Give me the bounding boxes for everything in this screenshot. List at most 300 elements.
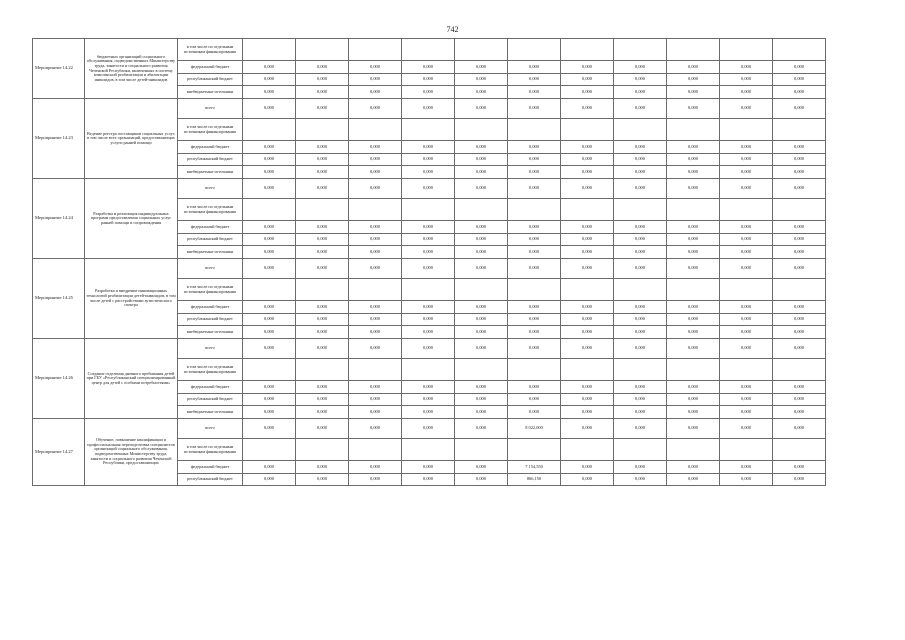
value-cell: 0,000 [561, 326, 614, 339]
value-cell: 0,000 [720, 154, 773, 166]
value-cell: 0,000 [508, 221, 561, 234]
value-cell [614, 279, 667, 301]
value-cell: 0,000 [243, 166, 296, 179]
value-cell: 0,000 [614, 301, 667, 314]
value-cell: 0,000 [773, 154, 826, 166]
funding-source-label: внебюджетные источники [178, 406, 243, 419]
value-cell: 0,000 [667, 394, 720, 406]
value-cell: 0,000 [561, 99, 614, 119]
value-cell: 0,000 [402, 74, 455, 86]
funding-source-label: всего [178, 99, 243, 119]
funding-source-label: внебюджетные источники [178, 86, 243, 99]
value-cell: 0,000 [720, 259, 773, 279]
value-cell: 0,000 [402, 99, 455, 119]
value-cell: 0,000 [667, 326, 720, 339]
value-cell: 0,000 [455, 234, 508, 246]
value-cell: 0,000 [349, 406, 402, 419]
value-cell: 0,000 [243, 474, 296, 486]
value-cell [296, 39, 349, 61]
value-cell: 0,000 [561, 406, 614, 419]
value-cell: 0,000 [614, 86, 667, 99]
value-cell [349, 439, 402, 461]
value-cell: 0,000 [667, 166, 720, 179]
value-cell: 0,000 [773, 74, 826, 86]
table-row [33, 339, 826, 359]
value-cell [455, 119, 508, 141]
value-cell: 0,000 [614, 154, 667, 166]
value-cell: 0,000 [614, 141, 667, 154]
value-cell: 0,000 [455, 99, 508, 119]
value-cell [773, 39, 826, 61]
value-cell: 0,000 [773, 259, 826, 279]
value-cell: 0,000 [667, 301, 720, 314]
value-cell [349, 39, 402, 61]
value-cell [402, 439, 455, 461]
value-cell: 0,000 [243, 234, 296, 246]
table-row [33, 259, 826, 279]
value-cell: 0,000 [508, 381, 561, 394]
value-cell [508, 439, 561, 461]
value-cell: 0,000 [508, 326, 561, 339]
value-cell: 0,000 [349, 234, 402, 246]
value-cell: 0,000 [773, 326, 826, 339]
value-cell: 0,000 [243, 419, 296, 439]
value-cell: 0,000 [720, 99, 773, 119]
value-cell: 0,000 [455, 221, 508, 234]
table-row [33, 99, 826, 119]
value-cell: 0,000 [296, 474, 349, 486]
value-cell: 0,000 [720, 74, 773, 86]
value-cell: 0,000 [667, 474, 720, 486]
funding-source-label: федеральный бюджет [178, 301, 243, 314]
value-cell: 0,000 [667, 234, 720, 246]
value-cell: 0,000 [561, 86, 614, 99]
value-cell: 0,000 [508, 61, 561, 74]
value-cell: 0,000 [561, 154, 614, 166]
value-cell [720, 39, 773, 61]
value-cell: 0,000 [349, 179, 402, 199]
value-cell: 0,000 [296, 381, 349, 394]
value-cell [614, 359, 667, 381]
measure-description: Разработка и внедрение инновационных технологий реабилитации детей-инвалидов, в том числе детей с расстройствами аутистического спектра [85, 259, 178, 339]
value-cell [614, 439, 667, 461]
value-cell: 0,000 [349, 259, 402, 279]
value-cell: 0,000 [455, 301, 508, 314]
value-cell [296, 439, 349, 461]
funding-source-label: внебюджетные источники [178, 166, 243, 179]
value-cell [243, 199, 296, 221]
value-cell [402, 119, 455, 141]
value-cell: 0,000 [296, 86, 349, 99]
value-cell [773, 359, 826, 381]
value-cell [614, 119, 667, 141]
value-cell: 0,000 [614, 61, 667, 74]
funding-source-label: федеральный бюджет [178, 381, 243, 394]
value-cell [508, 39, 561, 61]
value-cell [773, 439, 826, 461]
value-cell: 0,000 [614, 179, 667, 199]
value-cell: 0,000 [561, 234, 614, 246]
value-cell: 0,000 [508, 74, 561, 86]
value-cell: 0,000 [402, 314, 455, 326]
value-cell: 0,000 [455, 394, 508, 406]
funding-source-label: внебюджетные источники [178, 326, 243, 339]
value-cell: 0,000 [243, 154, 296, 166]
value-cell: 0,000 [773, 314, 826, 326]
value-cell: 0,000 [720, 419, 773, 439]
value-cell: 0,000 [455, 74, 508, 86]
funding-source-label: внебюджетные источники [178, 246, 243, 259]
value-cell: 0,000 [243, 99, 296, 119]
value-cell: 0,000 [349, 166, 402, 179]
value-cell: 0,000 [508, 259, 561, 279]
value-cell [349, 359, 402, 381]
funding-source-label: в том числе по отдельным источникам финансирования [178, 39, 243, 61]
value-cell: 0,000 [455, 461, 508, 474]
table-row [33, 39, 826, 61]
value-cell: 0,000 [720, 474, 773, 486]
value-cell: 0,000 [508, 314, 561, 326]
table-row [33, 179, 826, 199]
value-cell [243, 119, 296, 141]
value-cell: 0,000 [455, 406, 508, 419]
value-cell [773, 199, 826, 221]
value-cell [667, 359, 720, 381]
value-cell: 0,000 [296, 406, 349, 419]
funding-source-label: всего [178, 419, 243, 439]
value-cell: 0,000 [614, 326, 667, 339]
value-cell: 0,000 [296, 339, 349, 359]
value-cell [243, 279, 296, 301]
value-cell [243, 39, 296, 61]
value-cell: 0,000 [720, 394, 773, 406]
value-cell: 0,000 [455, 61, 508, 74]
value-cell: 0,000 [773, 141, 826, 154]
value-cell: 0,000 [402, 461, 455, 474]
value-cell: 0,000 [773, 339, 826, 359]
value-cell: 0,000 [402, 141, 455, 154]
value-cell: 0,000 [773, 99, 826, 119]
funding-source-label: в том числе по отдельным источникам финансирования [178, 439, 243, 461]
value-cell: 0,000 [561, 339, 614, 359]
value-cell: 0,000 [243, 461, 296, 474]
value-cell: 0,000 [773, 474, 826, 486]
value-cell: 0,000 [296, 246, 349, 259]
value-cell [720, 199, 773, 221]
value-cell [508, 119, 561, 141]
value-cell: 0,000 [614, 246, 667, 259]
value-cell [508, 199, 561, 221]
value-cell: 0,000 [402, 394, 455, 406]
value-cell: 0,000 [773, 394, 826, 406]
value-cell [561, 39, 614, 61]
value-cell: 0,000 [667, 141, 720, 154]
page-number: 742 [446, 25, 459, 34]
value-cell: 0,000 [720, 381, 773, 394]
value-cell [402, 199, 455, 221]
value-cell: 0,000 [296, 99, 349, 119]
value-cell [455, 199, 508, 221]
value-cell: 0,000 [720, 234, 773, 246]
value-cell: 0,000 [349, 381, 402, 394]
value-cell: 0,000 [296, 221, 349, 234]
value-cell: 0,000 [243, 74, 296, 86]
value-cell: 0,000 [296, 314, 349, 326]
value-cell: 0,000 [614, 74, 667, 86]
value-cell [720, 359, 773, 381]
value-cell: 0,000 [561, 314, 614, 326]
value-cell: 866,150 [508, 474, 561, 486]
value-cell [614, 199, 667, 221]
value-cell [561, 359, 614, 381]
value-cell [455, 439, 508, 461]
value-cell: 0,000 [402, 61, 455, 74]
value-cell [561, 119, 614, 141]
value-cell: 0,000 [243, 179, 296, 199]
value-cell [243, 359, 296, 381]
value-cell: 0,000 [296, 154, 349, 166]
value-cell: 0,000 [614, 419, 667, 439]
value-cell: 0,000 [349, 74, 402, 86]
funding-source-label: федеральный бюджет [178, 141, 243, 154]
value-cell: 0,000 [296, 461, 349, 474]
funding-source-label: республиканский бюджет [178, 474, 243, 486]
value-cell: 0,000 [667, 339, 720, 359]
value-cell [773, 279, 826, 301]
value-cell: 0,000 [667, 259, 720, 279]
budget-table [32, 38, 826, 486]
value-cell: 0,000 [455, 141, 508, 154]
value-cell [296, 359, 349, 381]
value-cell: 0,000 [402, 474, 455, 486]
value-cell: 0,000 [773, 461, 826, 474]
value-cell: 0,000 [296, 259, 349, 279]
value-cell: 0,000 [402, 166, 455, 179]
value-cell: 0,000 [455, 419, 508, 439]
value-cell [667, 119, 720, 141]
value-cell [455, 359, 508, 381]
value-cell: 0,000 [349, 301, 402, 314]
value-cell: 0,000 [667, 154, 720, 166]
value-cell: 0,000 [402, 326, 455, 339]
value-cell: 0,000 [402, 86, 455, 99]
funding-source-label: в том числе по отдельным источникам финансирования [178, 279, 243, 301]
value-cell [667, 39, 720, 61]
value-cell: 0,000 [243, 406, 296, 419]
value-cell: 0,000 [455, 339, 508, 359]
value-cell: 0,000 [296, 326, 349, 339]
value-cell: 0,000 [296, 419, 349, 439]
value-cell [243, 439, 296, 461]
value-cell: 0,000 [349, 154, 402, 166]
value-cell: 0,000 [667, 61, 720, 74]
measure-description: Обучение, повышение квалификации и профессиональная переподготовка специалистов организаций социального обслуживания, подведомственных Министерству труда, занятости и социального развития Чеченской Республики, предоставляющих [85, 419, 178, 486]
value-cell: 0,000 [614, 314, 667, 326]
measure-description: Ведение реестра поставщиков социальных услуг, в том числе всех организаций, предоставляющих услуги ранней помощи [85, 99, 178, 179]
value-cell [720, 119, 773, 141]
value-cell [561, 439, 614, 461]
value-cell: 0,000 [773, 381, 826, 394]
measure-description: бюджетных организаций социального обслуживания, подведомственных Министерству труда, занятости и социального развития Чеченской Республики, включенных в систему комплексной реабилитации и абилитации инвалидов, в том числе детей-инвалидов [85, 39, 178, 99]
value-cell: 0,000 [296, 179, 349, 199]
value-cell: 0,000 [720, 179, 773, 199]
value-cell: 0,000 [561, 221, 614, 234]
value-cell: 0,000 [402, 179, 455, 199]
value-cell: 0,000 [243, 339, 296, 359]
funding-source-label: республиканский бюджет [178, 154, 243, 166]
value-cell: 0,000 [614, 259, 667, 279]
value-cell: 0,000 [720, 86, 773, 99]
value-cell [614, 39, 667, 61]
value-cell: 0,000 [349, 419, 402, 439]
funding-source-label: в том числе по отдельным источникам финансирования [178, 199, 243, 221]
funding-source-label: республиканский бюджет [178, 394, 243, 406]
value-cell: 0,000 [349, 246, 402, 259]
value-cell: 0,000 [402, 419, 455, 439]
value-cell: 0,000 [720, 246, 773, 259]
value-cell: 0,000 [349, 61, 402, 74]
value-cell: 0,000 [561, 166, 614, 179]
value-cell: 0,000 [667, 99, 720, 119]
value-cell [349, 279, 402, 301]
value-cell: 0,000 [243, 381, 296, 394]
value-cell: 0,000 [773, 246, 826, 259]
value-cell: 0,000 [614, 394, 667, 406]
value-cell: 0,000 [349, 339, 402, 359]
value-cell [561, 279, 614, 301]
value-cell [349, 199, 402, 221]
value-cell: 0,000 [773, 86, 826, 99]
value-cell: 0,000 [455, 259, 508, 279]
value-cell: 0,000 [720, 339, 773, 359]
value-cell [667, 439, 720, 461]
value-cell: 0,000 [508, 234, 561, 246]
value-cell: 0,000 [296, 74, 349, 86]
value-cell: 0,000 [561, 394, 614, 406]
value-cell: 0,000 [455, 314, 508, 326]
value-cell [296, 199, 349, 221]
value-cell: 0,000 [561, 301, 614, 314]
value-cell: 0,000 [773, 406, 826, 419]
funding-source-label: федеральный бюджет [178, 61, 243, 74]
value-cell: 0,000 [243, 221, 296, 234]
value-cell [402, 359, 455, 381]
value-cell: 0,000 [349, 141, 402, 154]
value-cell [455, 39, 508, 61]
table-row [33, 419, 826, 439]
value-cell: 0,000 [349, 326, 402, 339]
value-cell: 0,000 [720, 461, 773, 474]
value-cell [402, 39, 455, 61]
value-cell: 0,000 [508, 179, 561, 199]
value-cell: 0,000 [349, 474, 402, 486]
value-cell: 0,000 [243, 141, 296, 154]
value-cell: 0,000 [614, 339, 667, 359]
value-cell [720, 279, 773, 301]
value-cell [720, 439, 773, 461]
value-cell: 0,000 [349, 314, 402, 326]
value-cell: 0,000 [243, 326, 296, 339]
measure-description: Создание отделения дневного пребывания детей при ГБУ «Республиканский специализированный центр для детей с особыми потребностями» [85, 339, 178, 419]
value-cell [455, 279, 508, 301]
value-cell: 0,000 [402, 154, 455, 166]
measure-cell: Мероприятие 14.25 [33, 259, 85, 339]
value-cell [508, 279, 561, 301]
value-cell: 0,000 [455, 246, 508, 259]
value-cell: 0,000 [402, 301, 455, 314]
funding-source-label: республиканский бюджет [178, 314, 243, 326]
funding-source-label: всего [178, 179, 243, 199]
value-cell: 8 022,000 [508, 419, 561, 439]
value-cell: 0,000 [402, 234, 455, 246]
value-cell: 0,000 [455, 86, 508, 99]
value-cell: 0,000 [561, 179, 614, 199]
value-cell: 0,000 [508, 301, 561, 314]
value-cell: 0,000 [455, 326, 508, 339]
value-cell: 0,000 [773, 166, 826, 179]
value-cell: 0,000 [614, 166, 667, 179]
value-cell: 0,000 [508, 99, 561, 119]
value-cell: 0,000 [773, 301, 826, 314]
value-cell: 0,000 [296, 234, 349, 246]
value-cell: 0,000 [296, 141, 349, 154]
funding-source-label: в том числе по отдельным источникам финансирования [178, 119, 243, 141]
measure-description: Разработка и реализация индивидуальных программ предоставления социальных услуг ранней помощи и сопровождения [85, 179, 178, 259]
value-cell: 0,000 [667, 86, 720, 99]
value-cell: 0,000 [773, 61, 826, 74]
value-cell: 0,000 [720, 301, 773, 314]
value-cell: 0,000 [455, 154, 508, 166]
value-cell: 0,000 [455, 474, 508, 486]
value-cell: 0,000 [667, 381, 720, 394]
value-cell: 0,000 [349, 221, 402, 234]
value-cell: 0,000 [720, 406, 773, 419]
value-cell: 0,000 [667, 179, 720, 199]
value-cell: 0,000 [720, 141, 773, 154]
value-cell: 0,000 [455, 381, 508, 394]
value-cell: 0,000 [508, 339, 561, 359]
value-cell: 0,000 [667, 221, 720, 234]
value-cell: 0,000 [349, 86, 402, 99]
value-cell: 0,000 [402, 406, 455, 419]
value-cell: 0,000 [243, 301, 296, 314]
value-cell: 0,000 [243, 259, 296, 279]
value-cell: 0,000 [508, 246, 561, 259]
value-cell [773, 119, 826, 141]
value-cell: 0,000 [455, 166, 508, 179]
value-cell: 0,000 [402, 381, 455, 394]
value-cell: 0,000 [243, 61, 296, 74]
value-cell: 0,000 [561, 61, 614, 74]
value-cell [667, 199, 720, 221]
value-cell: 0,000 [561, 259, 614, 279]
value-cell: 0,000 [773, 419, 826, 439]
value-cell [349, 119, 402, 141]
value-cell: 0,000 [349, 99, 402, 119]
value-cell: 0,000 [720, 314, 773, 326]
value-cell: 0,000 [243, 314, 296, 326]
value-cell [561, 199, 614, 221]
measure-cell: Мероприятие 14.27 [33, 419, 85, 486]
value-cell: 0,000 [561, 474, 614, 486]
funding-source-label: республиканский бюджет [178, 234, 243, 246]
value-cell: 0,000 [508, 154, 561, 166]
value-cell: 0,000 [614, 381, 667, 394]
value-cell: 0,000 [561, 461, 614, 474]
value-cell: 0,000 [561, 141, 614, 154]
value-cell [296, 279, 349, 301]
funding-source-label: всего [178, 259, 243, 279]
